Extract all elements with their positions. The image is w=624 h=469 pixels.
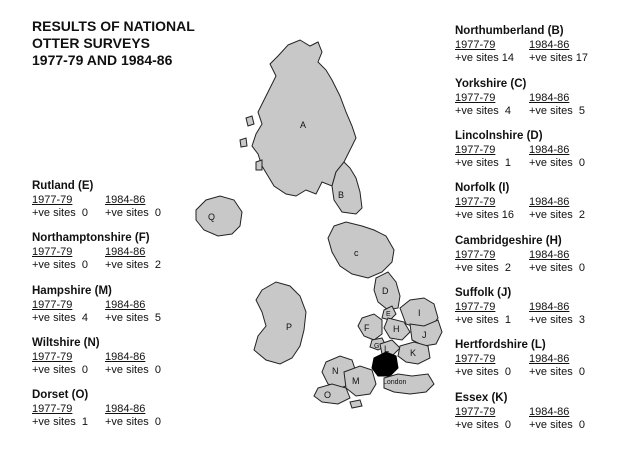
map-label-p: P	[286, 322, 293, 332]
map-label-e: E	[386, 311, 391, 318]
county-name: Hampshire (M)	[32, 285, 112, 297]
sites-1-value: +ve sites 0	[32, 259, 88, 271]
title-line-2: OTTER SURVEYS	[32, 35, 150, 51]
period-1-label: 1977-79	[455, 144, 496, 156]
island-shape	[350, 400, 362, 408]
county-name: Essex (K)	[455, 392, 508, 404]
sites-2-value: +ve sites 0	[105, 416, 161, 428]
sites-2-value: +ve sites 0	[105, 364, 161, 376]
sites-2-value: +ve sites 0	[529, 419, 585, 431]
period-2-label: 1984-86	[529, 92, 570, 104]
sites-1-value: +ve sites 0	[32, 364, 88, 376]
period-1-label: 1977-79	[32, 403, 73, 415]
period-1-label: 1977-79	[32, 246, 73, 258]
map-label-d: D	[382, 286, 389, 296]
period-1-label: 1977-79	[455, 196, 496, 208]
county-block-northamptonshire	[32, 232, 161, 272]
sites-1-value: +ve sites 0	[455, 419, 511, 431]
county-block-hampshire	[32, 285, 161, 325]
period-2-label: 1984-86	[105, 246, 146, 258]
period-2-label: 1984-86	[529, 144, 570, 156]
period-2-label: 1984-86	[529, 406, 570, 418]
period-2-label: 1984-86	[529, 196, 570, 208]
period-2-label: 1984-86	[529, 353, 570, 365]
sites-1-value: +ve sites 1	[455, 157, 511, 169]
map-label-m: M	[352, 376, 360, 386]
title-line-3: 1977-79 AND 1984-86	[32, 52, 173, 68]
county-block-wiltshire	[32, 337, 161, 377]
sites-2-value: +ve sites 0	[105, 207, 161, 219]
sites-2-value: +ve sites 5	[105, 312, 161, 324]
county-block-hertfordshire	[455, 339, 585, 379]
region-c-yorkshire	[328, 222, 394, 278]
county-name: Dorset (O)	[32, 389, 89, 401]
county-block-northumberland	[455, 25, 589, 65]
county-name: Lincolnshire (D)	[455, 130, 543, 142]
county-name: Suffolk (J)	[455, 287, 512, 299]
sites-2-value: +ve sites 2	[529, 209, 585, 221]
period-2-label: 1984-86	[105, 403, 146, 415]
map-label-k: K	[410, 348, 417, 358]
period-1-label: 1977-79	[455, 353, 496, 365]
map-label-f: F	[364, 323, 370, 333]
region-london	[372, 352, 398, 376]
region-m-hampshire	[344, 366, 376, 396]
sites-1-value: +ve sites 16	[455, 209, 515, 221]
region-q-northern-ireland	[196, 196, 242, 236]
county-block-rutland	[32, 180, 161, 220]
london-label: London	[383, 379, 407, 386]
county-name: Norfolk (I)	[455, 182, 510, 194]
county-name: Cambridgeshire (H)	[455, 235, 562, 247]
sites-2-value: +ve sites 3	[529, 314, 585, 326]
sites-2-value: +ve sites 2	[105, 259, 161, 271]
county-block-suffolk	[455, 287, 585, 327]
map-label-a: A	[300, 120, 307, 130]
period-2-label: 1984-86	[105, 299, 146, 311]
map-label-n: N	[332, 366, 339, 376]
county-block-yorkshire	[455, 78, 585, 118]
sites-2-value: +ve sites 17	[529, 52, 589, 64]
period-2-label: 1984-86	[529, 249, 570, 261]
map-label-i: I	[418, 308, 421, 318]
county-name: Rutland (E)	[32, 180, 94, 192]
map-label-h: H	[393, 324, 400, 334]
sites-1-value: +ve sites 1	[32, 416, 88, 428]
sites-1-value: +ve sites 0	[455, 366, 511, 378]
map-label-q: Q	[208, 212, 216, 222]
sites-1-value: +ve sites 0	[32, 207, 88, 219]
period-1-label: 1977-79	[455, 249, 496, 261]
region-p-wales	[254, 282, 306, 364]
sites-1-value: +ve sites 4	[455, 105, 511, 117]
period-1-label: 1977-79	[455, 92, 496, 104]
period-1-label: 1977-79	[455, 301, 496, 313]
county-name: Hertfordshire (L)	[455, 339, 546, 351]
period-1-label: 1977-79	[32, 194, 73, 206]
county-name: Yorkshire (C)	[455, 78, 527, 90]
county-block-dorset	[32, 389, 161, 429]
county-name: Northumberland (B)	[455, 25, 564, 37]
period-1-label: 1977-79	[455, 406, 496, 418]
sites-1-value: +ve sites 2	[455, 262, 511, 274]
county-name: Wiltshire (N)	[32, 337, 100, 349]
map-label-l: L	[384, 344, 390, 354]
title-line-1: RESULTS OF NATIONAL	[32, 18, 195, 34]
period-2-label: 1984-86	[529, 301, 570, 313]
region-o-dorset	[314, 384, 350, 404]
sites-2-value: +ve sites 0	[529, 366, 585, 378]
county-block-norfolk	[455, 182, 585, 222]
sites-2-value: +ve sites 0	[529, 157, 585, 169]
period-2-label: 1984-86	[105, 351, 146, 363]
map-label-o: O	[324, 390, 332, 400]
county-name: Northamptonshire (F)	[32, 232, 150, 244]
region-f-northamptonshire	[358, 314, 382, 340]
sites-2-value: +ve sites 5	[529, 105, 585, 117]
map-label-g: G	[374, 343, 380, 350]
period-1-label: 1977-79	[32, 351, 73, 363]
county-block-essex	[455, 392, 585, 432]
county-block-cambridgeshire	[455, 235, 585, 275]
period-1-label: 1977-79	[32, 299, 73, 311]
sites-2-value: +ve sites 0	[529, 262, 585, 274]
county-block-lincolnshire	[455, 130, 585, 170]
island-shape	[246, 116, 254, 126]
sites-1-value: +ve sites 14	[455, 52, 515, 64]
period-2-label: 1984-86	[105, 194, 146, 206]
sites-1-value: +ve sites 4	[32, 312, 88, 324]
map-label-j: J	[422, 330, 427, 340]
map-label-b: B	[338, 190, 345, 200]
map-label-c: c	[354, 248, 359, 258]
period-1-label: 1977-79	[455, 39, 496, 51]
island-shape	[256, 160, 262, 170]
sites-1-value: +ve sites 1	[455, 314, 511, 326]
island-shape	[240, 138, 247, 147]
period-2-label: 1984-86	[529, 39, 570, 51]
